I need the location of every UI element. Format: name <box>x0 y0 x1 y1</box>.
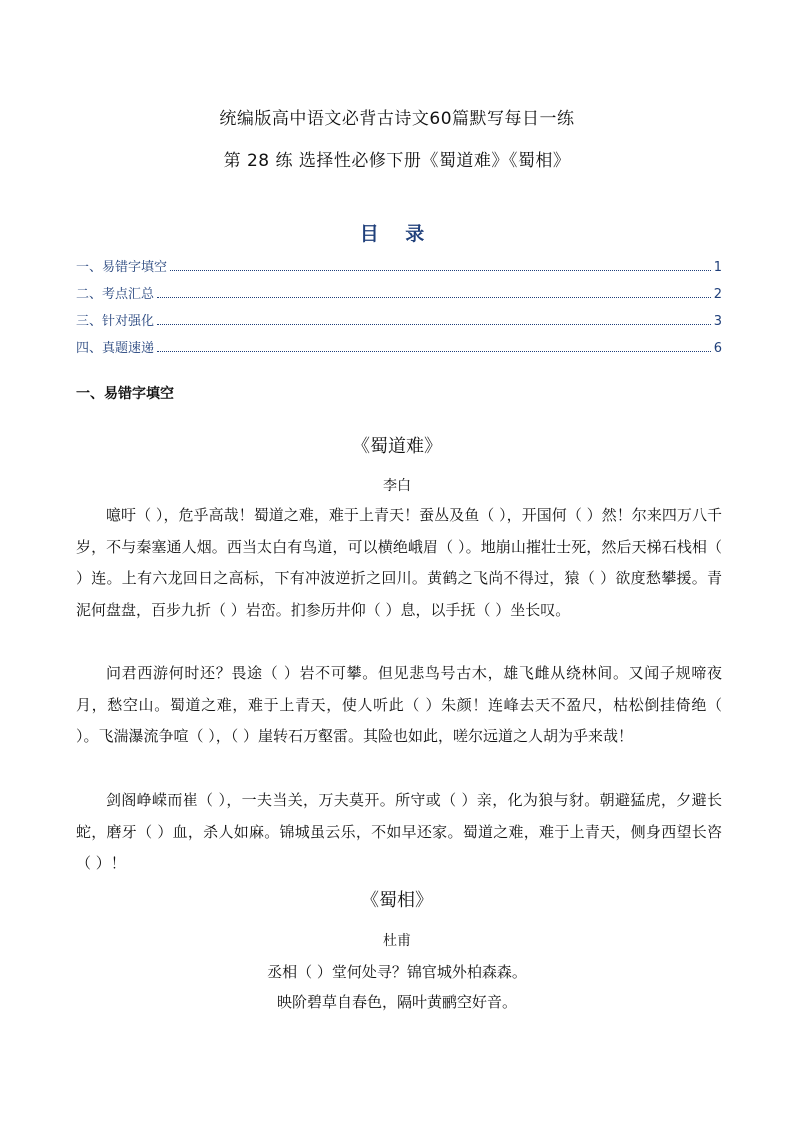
toc-item-label: 二、考点汇总 <box>76 287 155 302</box>
section-heading: 一、易错字填空 <box>76 386 174 402</box>
toc-leader-dots <box>157 341 711 352</box>
toc-item-page: 2 <box>713 287 722 302</box>
toc-item-label: 四、真题速递 <box>76 341 155 356</box>
toc-item-1[interactable] <box>76 256 722 283</box>
document-subtitle: 第 28 练 选择性必修下册《蜀道难》《蜀相》 <box>223 151 571 171</box>
table-of-contents <box>76 256 722 364</box>
toc-item-4[interactable] <box>76 337 722 364</box>
toc-item-label: 一、易错字填空 <box>76 260 168 275</box>
document-title: 统编版高中语文必背古诗文60篇默写每日一练 <box>219 109 575 129</box>
toc-item-page: 6 <box>713 341 722 356</box>
toc-leader-dots <box>170 260 711 271</box>
toc-heading: 目 录 <box>359 223 435 245</box>
poem-title: 《蜀道难》 <box>352 436 442 457</box>
toc-item-page: 3 <box>713 314 722 329</box>
toc-item-3[interactable] <box>76 310 722 337</box>
poem-title: 《蜀相》 <box>361 890 433 911</box>
toc-leader-dots <box>157 287 711 298</box>
poem-line: 丞相（ ）堂何处寻？锦官城外柏森森。 <box>267 963 527 981</box>
poem-paragraph: 问君西游何时还？畏途（ ）岩不可攀。但见悲鸟号古木，雄飞雌从绕林间。又闻子规啼夜月，愁空山。蜀道之难，难于上青天，使人听此（ ）朱颜！连峰去天不盈尺，枯松倒挂倚绝（ ）。飞湍瀑流争喧（ ），（ ）崖转石万壑雷。其险也如此，嗟尔远道之人胡为乎来哉！ <box>76 664 722 745</box>
poem-author: 杜甫 <box>383 933 411 949</box>
toc-item-2[interactable] <box>76 283 722 310</box>
poem-author: 李白 <box>383 478 411 494</box>
poem-paragraph: 剑阁峥嵘而崔（ ），一夫当关，万夫莫开。所守或（ ）亲，化为狼与豺。朝避猛虎，夕避长蛇，磨牙（ ）血，杀人如麻。锦城虽云乐，不如早还家。蜀道之难，难于上青天，侧身西望长咨（ ）！ <box>76 791 722 872</box>
toc-item-label: 三、针对强化 <box>76 314 155 329</box>
poem-paragraph: 噫吁（ ），危乎高哉！蜀道之难，难于上青天！蚕丛及鱼（ ），开国何（ ）然！尔来四万八千岁，不与秦塞通人烟。西当太白有鸟道，可以横绝峨眉（ ）。地崩山摧壮士死，然后天梯石栈相（ ）连。上有六龙回日之高标，下有冲波逆折之回川。黄鹤之飞尚不得过，猿（ ）欲度愁攀援。青泥何盘盘，百步九折（ ）岩峦。扪参历井仰（ ）息，以手抚（ ）坐长叹。 <box>76 506 722 619</box>
poem-line: 映阶碧草自春色，隔叶黄鹂空好音。 <box>276 993 517 1011</box>
toc-item-page: 1 <box>713 260 722 275</box>
toc-leader-dots <box>157 314 711 325</box>
